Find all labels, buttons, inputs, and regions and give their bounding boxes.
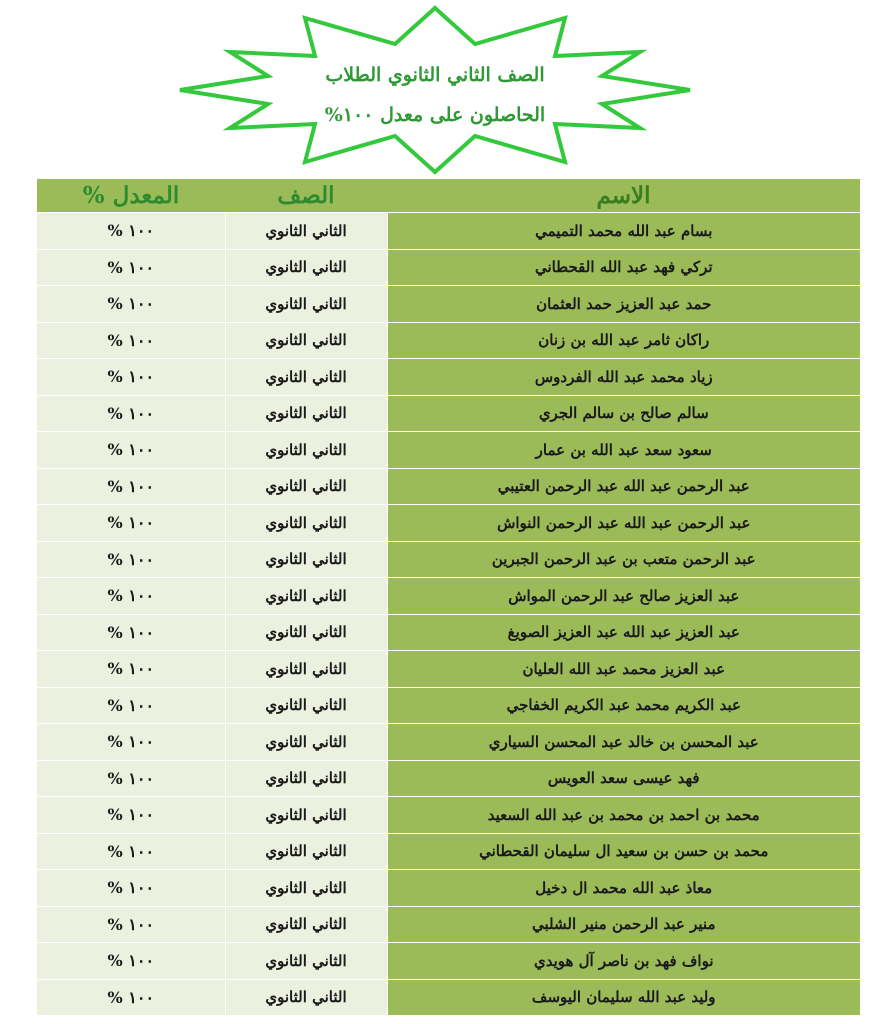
- student-name-cell: حمد عبد العزيز حمد العثمان: [387, 286, 860, 323]
- banner-title-line1: الصف الثاني الثانوي الطلاب: [325, 64, 545, 86]
- star-burst-shape: [170, 4, 700, 176]
- average-cell: ١٠٠ %: [37, 578, 225, 615]
- table-row: [37, 395, 860, 432]
- student-name-cell: عبد المحسن بن خالد عبد المحسن السياري: [387, 724, 860, 761]
- table-row: [37, 213, 860, 250]
- table-row: [37, 724, 860, 761]
- grade-cell: الثاني الثانوي: [225, 870, 387, 907]
- grade-cell: الثاني الثانوي: [225, 760, 387, 797]
- average-cell: ١٠٠ %: [37, 468, 225, 505]
- student-name-cell: عبد الكريم محمد عبد الكريم الخفاجي: [387, 687, 860, 724]
- student-name-cell: عبد العزيز عبد الله عبد العزيز الصويغ: [387, 614, 860, 651]
- table-row: [37, 432, 860, 469]
- student-name-cell: نواف فهد بن ناصر آل هويدي: [387, 943, 860, 980]
- table-row: [37, 614, 860, 651]
- grade-cell: الثاني الثانوي: [225, 213, 387, 250]
- student-name-cell: منير عبد الرحمن منير الشلبي: [387, 906, 860, 943]
- table-row: [37, 578, 860, 615]
- average-cell: ١٠٠ %: [37, 943, 225, 980]
- table-row: [37, 979, 860, 1015]
- student-name-cell: راكان ثامر عبد الله بن زنان: [387, 322, 860, 359]
- student-name-cell: فهد عيسى سعد العويس: [387, 760, 860, 797]
- table-row: [37, 943, 860, 980]
- student-name-cell: سعود سعد عبد الله بن عمار: [387, 432, 860, 469]
- table-row: [37, 870, 860, 907]
- honor-roll-table: [37, 179, 860, 1015]
- average-cell: ١٠٠ %: [37, 432, 225, 469]
- student-name-cell: بسام عبد الله محمد التميمي: [387, 213, 860, 250]
- grade-cell: الثاني الثانوي: [225, 906, 387, 943]
- student-name-cell: محمد بن احمد بن محمد بن عبد الله السعيد: [387, 797, 860, 834]
- grade-cell: الثاني الثانوي: [225, 578, 387, 615]
- average-cell: ١٠٠ %: [37, 724, 225, 761]
- student-name-cell: عبد الرحمن عبد الله عبد الرحمن العتيبي: [387, 468, 860, 505]
- grade-cell: الثاني الثانوي: [225, 395, 387, 432]
- table-header-row: [37, 179, 860, 213]
- student-name-cell: محمد بن حسن بن سعيد ال سليمان القحطاني: [387, 833, 860, 870]
- average-cell: ١٠٠ %: [37, 906, 225, 943]
- table-row: [37, 906, 860, 943]
- grade-cell: الثاني الثانوي: [225, 249, 387, 286]
- grade-cell: الثاني الثانوي: [225, 432, 387, 469]
- table-row: [37, 797, 860, 834]
- student-name-cell: زياد محمد عبد الله الفردوس: [387, 359, 860, 396]
- student-name-cell: معاذ عبد الله محمد ال دخيل: [387, 870, 860, 907]
- average-cell: ١٠٠ %: [37, 249, 225, 286]
- banner-title-line2: الحاصلون على معدل ١٠٠%: [324, 104, 546, 126]
- grade-cell: الثاني الثانوي: [225, 724, 387, 761]
- grade-cell: الثاني الثانوي: [225, 505, 387, 542]
- average-cell: ١٠٠ %: [37, 322, 225, 359]
- average-cell: ١٠٠ %: [37, 979, 225, 1015]
- table-row: [37, 322, 860, 359]
- student-name-cell: عبد الرحمن عبد الله عبد الرحمن النواش: [387, 505, 860, 542]
- average-cell: ١٠٠ %: [37, 870, 225, 907]
- average-cell: ١٠٠ %: [37, 213, 225, 250]
- table-row: [37, 651, 860, 688]
- student-name-cell: سالم صالح بن سالم الجري: [387, 395, 860, 432]
- average-cell: ١٠٠ %: [37, 359, 225, 396]
- student-name-cell: عبد العزيز محمد عبد الله العليان: [387, 651, 860, 688]
- header-average: المعدل %: [37, 179, 225, 213]
- student-name-cell: تركي فهد عبد الله القحطاني: [387, 249, 860, 286]
- header-grade: الصف: [225, 179, 387, 213]
- average-cell: ١٠٠ %: [37, 687, 225, 724]
- table-row: [37, 286, 860, 323]
- table-body: [37, 213, 860, 1016]
- grade-cell: الثاني الثانوي: [225, 541, 387, 578]
- student-name-cell: عبد العزيز صالح عبد الرحمن المواش: [387, 578, 860, 615]
- title-banner: [170, 4, 700, 176]
- grade-cell: الثاني الثانوي: [225, 687, 387, 724]
- average-cell: ١٠٠ %: [37, 541, 225, 578]
- average-cell: ١٠٠ %: [37, 286, 225, 323]
- table-row: [37, 833, 860, 870]
- student-name-cell: وليد عبد الله سليمان اليوسف: [387, 979, 860, 1015]
- table-row: [37, 468, 860, 505]
- grade-cell: الثاني الثانوي: [225, 833, 387, 870]
- grade-cell: الثاني الثانوي: [225, 286, 387, 323]
- average-cell: ١٠٠ %: [37, 797, 225, 834]
- table-row: [37, 505, 860, 542]
- grade-cell: الثاني الثانوي: [225, 797, 387, 834]
- table-row: [37, 249, 860, 286]
- table-row: [37, 760, 860, 797]
- grade-cell: الثاني الثانوي: [225, 359, 387, 396]
- grade-cell: الثاني الثانوي: [225, 651, 387, 688]
- header-name: الاسم: [387, 179, 860, 213]
- average-cell: ١٠٠ %: [37, 395, 225, 432]
- average-cell: ١٠٠ %: [37, 614, 225, 651]
- average-cell: ١٠٠ %: [37, 833, 225, 870]
- table-row: [37, 541, 860, 578]
- average-cell: ١٠٠ %: [37, 651, 225, 688]
- average-cell: ١٠٠ %: [37, 505, 225, 542]
- grade-cell: الثاني الثانوي: [225, 468, 387, 505]
- grade-cell: الثاني الثانوي: [225, 614, 387, 651]
- table-row: [37, 687, 860, 724]
- grade-cell: الثاني الثانوي: [225, 979, 387, 1015]
- grade-cell: الثاني الثانوي: [225, 322, 387, 359]
- table-row: [37, 359, 860, 396]
- grade-cell: الثاني الثانوي: [225, 943, 387, 980]
- student-name-cell: عبد الرحمن متعب بن عبد الرحمن الجبرين: [387, 541, 860, 578]
- average-cell: ١٠٠ %: [37, 760, 225, 797]
